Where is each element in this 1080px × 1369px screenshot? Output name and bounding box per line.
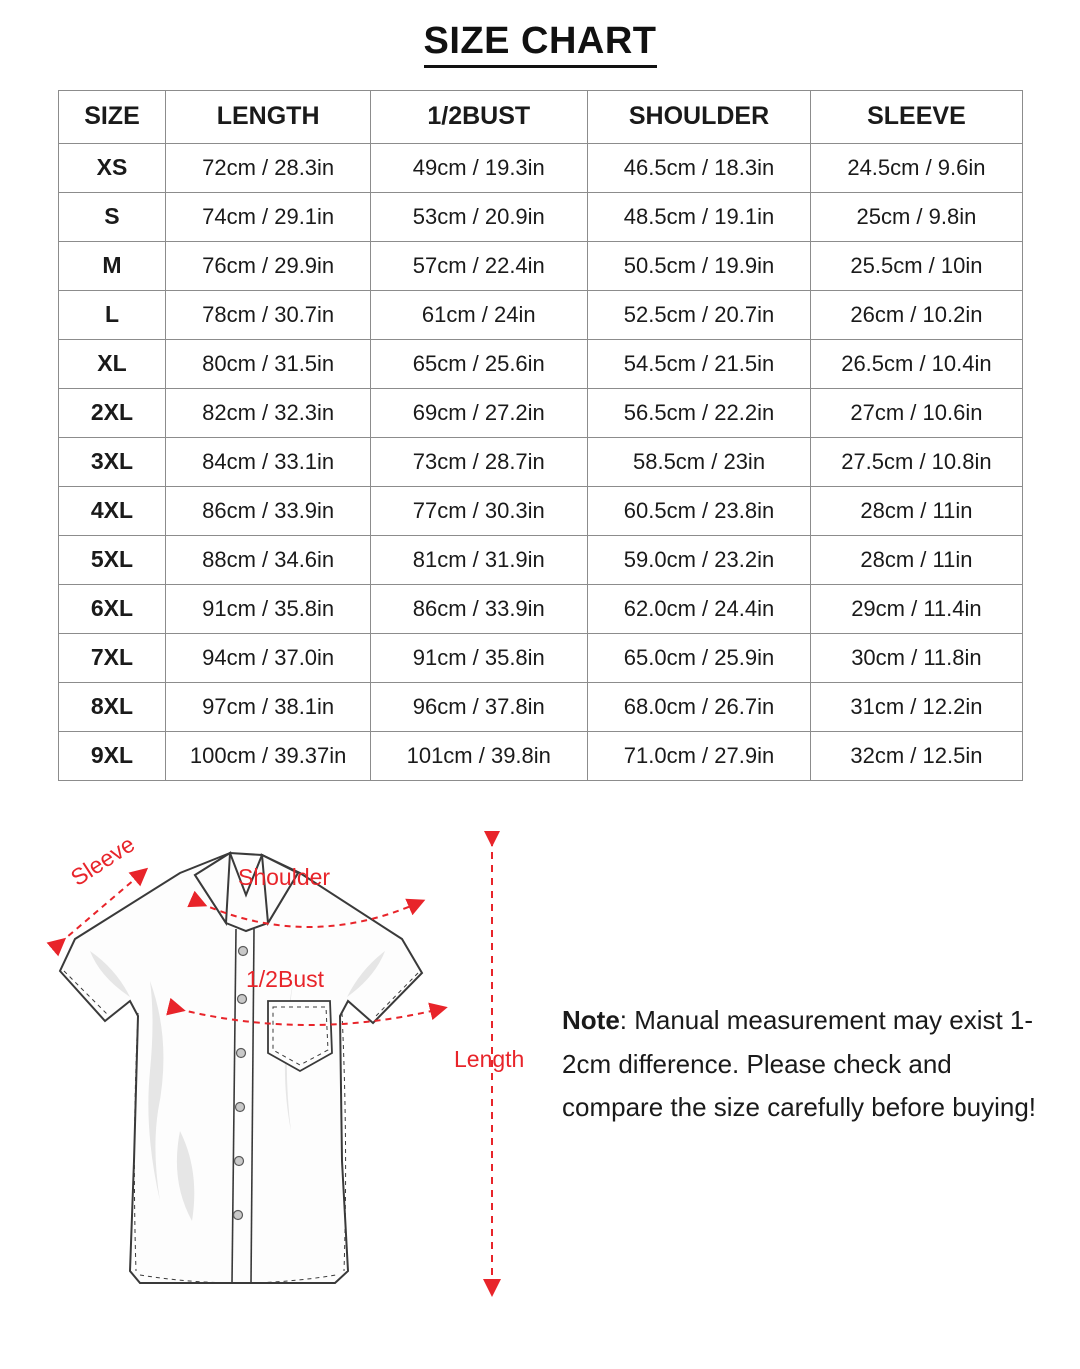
table-row bbox=[58, 192, 1022, 241]
cell-size: 4XL bbox=[58, 486, 166, 535]
cell-sleeve: 25cm / 9.8in bbox=[811, 192, 1022, 241]
table-row bbox=[58, 290, 1022, 339]
cell-size: S bbox=[58, 192, 166, 241]
cell-size: XL bbox=[58, 339, 166, 388]
cell-length: 82cm / 32.3in bbox=[166, 388, 370, 437]
cell-sleeve: 30cm / 11.8in bbox=[811, 633, 1022, 682]
note-text: : Manual measurement may exist 1-2cm difference. Please check and compare the size carefully before buying! bbox=[562, 1004, 1037, 1123]
table-row bbox=[58, 388, 1022, 437]
cell-bust: 101cm / 39.8in bbox=[370, 731, 587, 780]
cell-size: L bbox=[58, 290, 166, 339]
cell-length: 88cm / 34.6in bbox=[166, 535, 370, 584]
cell-length: 72cm / 28.3in bbox=[166, 143, 370, 192]
cell-bust: 91cm / 35.8in bbox=[370, 633, 587, 682]
label-sleeve: Sleeve bbox=[66, 830, 140, 891]
column-header-shoulder: SHOULDER bbox=[587, 90, 811, 143]
cell-sleeve: 25.5cm / 10in bbox=[811, 241, 1022, 290]
cell-length: 76cm / 29.9in bbox=[166, 241, 370, 290]
cell-bust: 49cm / 19.3in bbox=[370, 143, 587, 192]
cell-shoulder: 50.5cm / 19.9in bbox=[587, 241, 811, 290]
table-row bbox=[58, 437, 1022, 486]
cell-bust: 53cm / 20.9in bbox=[370, 192, 587, 241]
cell-shoulder: 68.0cm / 26.7in bbox=[587, 682, 811, 731]
cell-sleeve: 28cm / 11in bbox=[811, 535, 1022, 584]
cell-shoulder: 54.5cm / 21.5in bbox=[587, 339, 811, 388]
cell-bust: 61cm / 24in bbox=[370, 290, 587, 339]
label-bust: 1/2Bust bbox=[246, 965, 324, 992]
column-header-sleeve: SLEEVE bbox=[811, 90, 1022, 143]
cell-bust: 65cm / 25.6in bbox=[370, 339, 587, 388]
cell-bust: 77cm / 30.3in bbox=[370, 486, 587, 535]
cell-bust: 73cm / 28.7in bbox=[370, 437, 587, 486]
cell-length: 74cm / 29.1in bbox=[166, 192, 370, 241]
cell-bust: 81cm / 31.9in bbox=[370, 535, 587, 584]
cell-shoulder: 48.5cm / 19.1in bbox=[587, 192, 811, 241]
cell-sleeve: 27.5cm / 10.8in bbox=[811, 437, 1022, 486]
note-prefix: Note bbox=[562, 1004, 620, 1035]
measurement-diagram-section bbox=[0, 831, 1080, 1351]
cell-sleeve: 24.5cm / 9.6in bbox=[811, 143, 1022, 192]
cell-sleeve: 27cm / 10.6in bbox=[811, 388, 1022, 437]
cell-bust: 57cm / 22.4in bbox=[370, 241, 587, 290]
cell-shoulder: 62.0cm / 24.4in bbox=[587, 584, 811, 633]
cell-sleeve: 29cm / 11.4in bbox=[811, 584, 1022, 633]
table-row bbox=[58, 339, 1022, 388]
cell-bust: 86cm / 33.9in bbox=[370, 584, 587, 633]
cell-shoulder: 71.0cm / 27.9in bbox=[587, 731, 811, 780]
cell-shoulder: 58.5cm / 23in bbox=[587, 437, 811, 486]
size-chart-table bbox=[58, 90, 1023, 781]
cell-size: XS bbox=[58, 143, 166, 192]
table-row bbox=[58, 633, 1022, 682]
cell-length: 80cm / 31.5in bbox=[166, 339, 370, 388]
cell-size: M bbox=[58, 241, 166, 290]
label-length: Length bbox=[454, 1045, 525, 1072]
shirt-diagram bbox=[30, 831, 560, 1331]
table-body bbox=[58, 143, 1022, 780]
table-row bbox=[58, 731, 1022, 780]
table-row bbox=[58, 682, 1022, 731]
size-chart-table-container bbox=[58, 90, 1023, 781]
table-header-row bbox=[58, 90, 1022, 143]
cell-shoulder: 65.0cm / 25.9in bbox=[587, 633, 811, 682]
cell-shoulder: 60.5cm / 23.8in bbox=[587, 486, 811, 535]
cell-size: 5XL bbox=[58, 535, 166, 584]
cell-sleeve: 26cm / 10.2in bbox=[811, 290, 1022, 339]
table-header bbox=[58, 90, 1022, 143]
cell-length: 91cm / 35.8in bbox=[166, 584, 370, 633]
cell-size: 7XL bbox=[58, 633, 166, 682]
cell-sleeve: 31cm / 12.2in bbox=[811, 682, 1022, 731]
table-row bbox=[58, 486, 1022, 535]
cell-size: 6XL bbox=[58, 584, 166, 633]
cell-shoulder: 46.5cm / 18.3in bbox=[587, 143, 811, 192]
page-title: SIZE CHART bbox=[424, 22, 657, 68]
page-title-container bbox=[0, 0, 1080, 68]
cell-bust: 96cm / 37.8in bbox=[370, 682, 587, 731]
column-header-bust: 1/2BUST bbox=[370, 90, 587, 143]
cell-size: 8XL bbox=[58, 682, 166, 731]
cell-shoulder: 52.5cm / 20.7in bbox=[587, 290, 811, 339]
shirt-illustration-svg bbox=[30, 831, 560, 1331]
column-header-length: LENGTH bbox=[166, 90, 370, 143]
cell-size: 2XL bbox=[58, 388, 166, 437]
cell-size: 9XL bbox=[58, 731, 166, 780]
table-row bbox=[58, 143, 1022, 192]
table-row bbox=[58, 241, 1022, 290]
cell-length: 78cm / 30.7in bbox=[166, 290, 370, 339]
cell-length: 86cm / 33.9in bbox=[166, 486, 370, 535]
cell-sleeve: 28cm / 11in bbox=[811, 486, 1022, 535]
table-row bbox=[58, 535, 1022, 584]
cell-sleeve: 32cm / 12.5in bbox=[811, 731, 1022, 780]
cell-shoulder: 59.0cm / 23.2in bbox=[587, 535, 811, 584]
table-row bbox=[58, 584, 1022, 633]
cell-length: 84cm / 33.1in bbox=[166, 437, 370, 486]
cell-length: 94cm / 37.0in bbox=[166, 633, 370, 682]
cell-bust: 69cm / 27.2in bbox=[370, 388, 587, 437]
measurement-note bbox=[562, 999, 1057, 1130]
cell-shoulder: 56.5cm / 22.2in bbox=[587, 388, 811, 437]
cell-sleeve: 26.5cm / 10.4in bbox=[811, 339, 1022, 388]
cell-length: 100cm / 39.37in bbox=[166, 731, 370, 780]
cell-length: 97cm / 38.1in bbox=[166, 682, 370, 731]
cell-size: 3XL bbox=[58, 437, 166, 486]
label-shoulder: Shoulder bbox=[238, 863, 331, 890]
column-header-size: SIZE bbox=[58, 90, 166, 143]
